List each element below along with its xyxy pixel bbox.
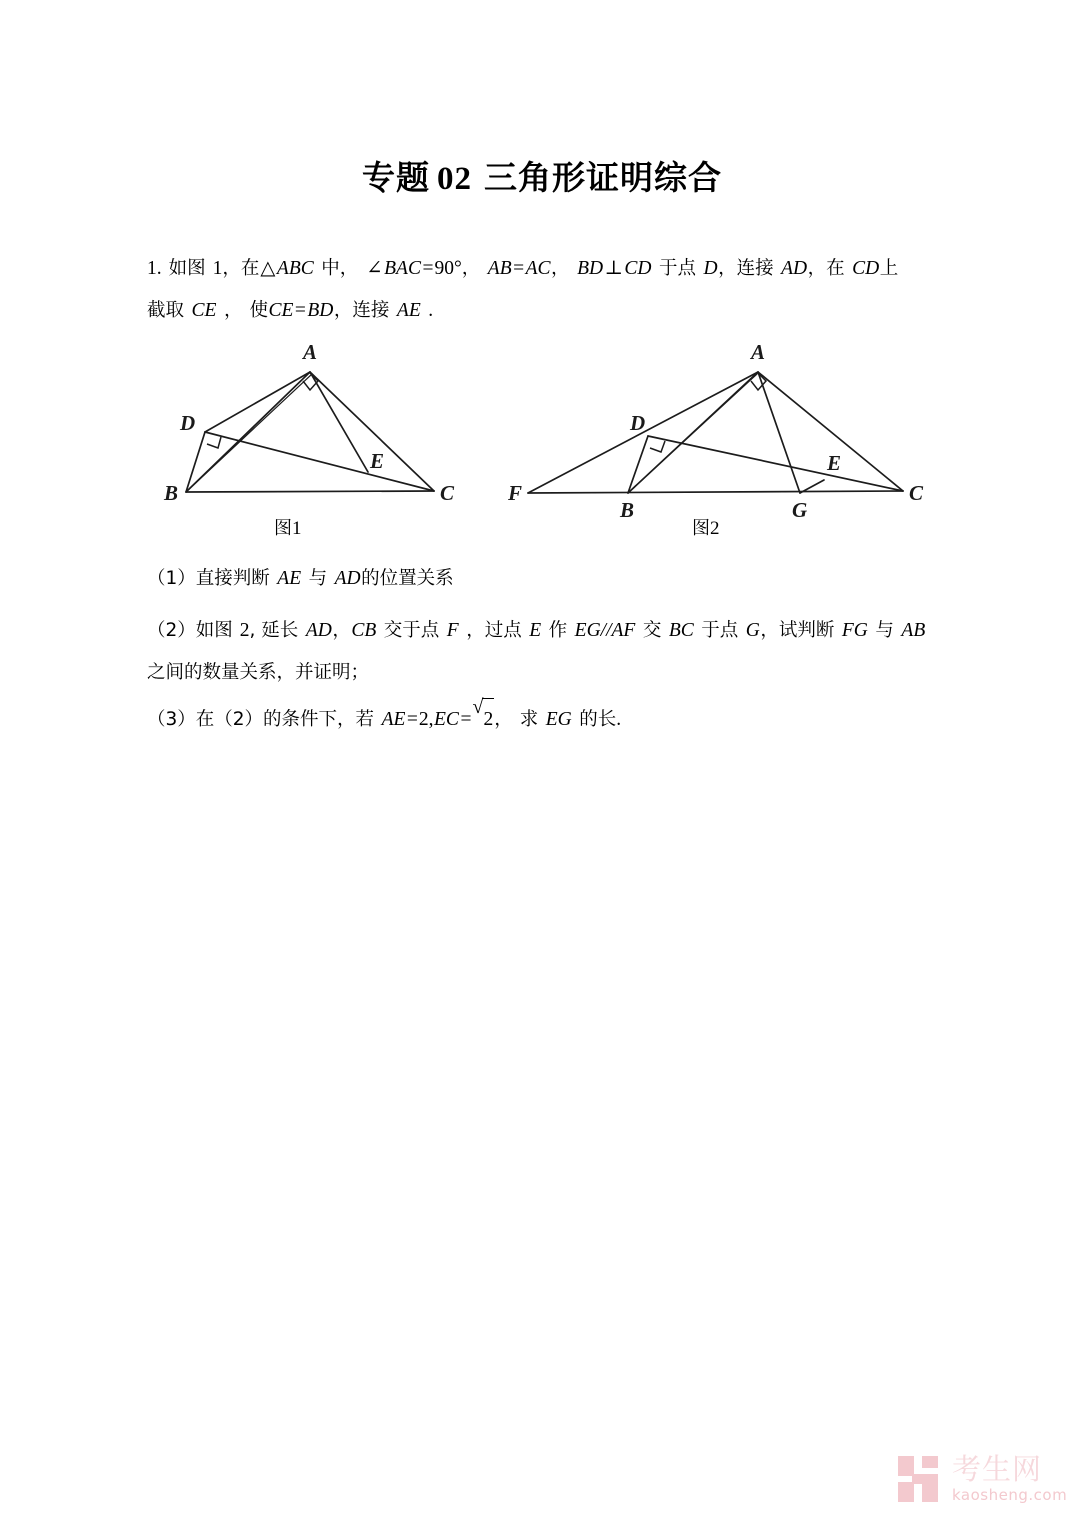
- segment-fc: [528, 491, 903, 493]
- right-angle-mark-d2: [650, 441, 665, 452]
- q2-var-eg-parallel-af: EG//AF: [574, 620, 636, 641]
- point-label-d2: D: [630, 411, 646, 435]
- comma: ，: [333, 300, 353, 321]
- var-ae: AE: [396, 300, 421, 321]
- triangle-symbol: △: [260, 258, 276, 279]
- var-ce-2: CE: [268, 300, 294, 321]
- point-label-c: C: [440, 481, 455, 505]
- point-label-b2: B: [620, 498, 635, 522]
- period: .: [428, 300, 434, 321]
- question-2-label: （2）: [147, 620, 196, 641]
- q1-text-a: 直接判断: [195, 568, 270, 589]
- point-label-d: D: [180, 411, 196, 435]
- text-zai: 在: [240, 258, 260, 279]
- val-90deg: 90°: [434, 258, 462, 279]
- sqrt-expression: [472, 698, 494, 741]
- q2-text-i: 与: [875, 620, 894, 641]
- q2-var-ab: AB: [901, 620, 926, 641]
- q1-var-ae: AE: [277, 568, 302, 589]
- question-2-line-2: [147, 652, 369, 694]
- point-label-c2: C: [909, 481, 924, 505]
- comma: ，: [461, 258, 481, 279]
- perpendicular-symbol: ⊥: [604, 258, 623, 279]
- var-bd: BD: [577, 258, 604, 279]
- title-suffix: 三角形证明综合: [484, 158, 722, 197]
- watermark-logo: [898, 1452, 1068, 1514]
- var-ad: AD: [781, 258, 808, 279]
- title-number: 02: [437, 161, 472, 197]
- comma: ，: [718, 258, 737, 279]
- q3-val-2: 2,: [418, 709, 434, 730]
- question-1-label: （1）: [147, 568, 196, 589]
- q3-text-c: 的长: [579, 709, 617, 730]
- equals-3: =: [294, 300, 306, 321]
- q2-text-h: 试判断: [778, 620, 835, 641]
- point-label-a2: A: [751, 340, 766, 364]
- text-yudian: 于点: [659, 258, 697, 279]
- caption-cn: 图: [274, 518, 292, 539]
- q2-var-f: F: [446, 620, 459, 641]
- q2-var-bc: BC: [668, 620, 694, 641]
- q1-text-c: 的位置关系: [361, 568, 454, 589]
- point-label-g: G: [792, 498, 808, 522]
- q1-text-b: 与: [308, 568, 328, 589]
- text-shi: 使: [249, 300, 268, 321]
- q2-var-ad: AD: [305, 620, 332, 641]
- q3-var-eg: EG: [545, 709, 572, 730]
- var-abc: ABC: [276, 258, 314, 279]
- caption-num: 1: [292, 518, 302, 539]
- q2-text-g: 于点: [701, 620, 739, 641]
- title-prefix: 专题: [362, 158, 430, 197]
- figure-2-caption: [692, 514, 720, 540]
- text-shang: 上: [879, 258, 899, 279]
- q2-text-a: 如图: [195, 620, 233, 641]
- fig-ref-1: 1: [212, 258, 223, 279]
- point-label-e2: E: [827, 451, 842, 475]
- watermark-en: kaosheng.com: [952, 1486, 1068, 1504]
- var-ab: AB: [487, 258, 512, 279]
- var-cd: CD: [624, 258, 652, 279]
- caption-num-2: 2: [710, 518, 720, 539]
- equals-2: =: [513, 258, 525, 279]
- comma: ，: [332, 620, 351, 641]
- comma: ，: [494, 709, 513, 730]
- text-jiequ: 截取: [147, 300, 185, 321]
- q2-text-d: 过点: [484, 620, 522, 641]
- question-1: [147, 558, 454, 600]
- text-lianjie-2: 连接: [352, 300, 390, 321]
- radicand: 2: [482, 698, 494, 741]
- q3-var-ae: AE: [381, 709, 406, 730]
- equals-1: =: [422, 258, 434, 279]
- radical-sign: √: [472, 696, 484, 718]
- question-3: [147, 698, 621, 741]
- var-ce: CE: [191, 300, 217, 321]
- var-d: D: [703, 258, 718, 279]
- comma: ，: [760, 620, 779, 641]
- problem-number: 1.: [147, 258, 162, 279]
- comma: ，: [807, 258, 827, 279]
- q2-text-e: 作: [548, 620, 568, 641]
- equals-a: =: [406, 709, 418, 730]
- angle-symbol: ∠: [366, 258, 383, 279]
- point-label-b: B: [164, 481, 179, 505]
- question-2-line-1: [147, 610, 926, 652]
- var-ac: AC: [525, 258, 551, 279]
- q3-text-b: 求: [519, 709, 539, 730]
- q2-text-c: 交于点: [383, 620, 440, 641]
- q2-var-e: E: [529, 620, 542, 641]
- segment-ae2: [758, 372, 824, 480]
- comma: ，: [222, 258, 241, 279]
- point-label-a: A: [303, 340, 318, 364]
- q2-text-f: 交: [642, 620, 662, 641]
- point-label-f: F: [508, 481, 523, 505]
- var-bac: BAC: [384, 258, 421, 279]
- point-label-e: E: [370, 449, 385, 473]
- var-bd-2: BD: [307, 300, 334, 321]
- q3-var-ec: EC: [434, 709, 459, 730]
- text-ruto: 如图: [168, 258, 206, 279]
- equals-b: =: [460, 709, 472, 730]
- segment-ba-inner2: [628, 374, 757, 493]
- q2-fig-ref: 2: [239, 620, 250, 641]
- watermark-cn: 考生网: [952, 1452, 1043, 1486]
- text-zhong: 中，: [321, 258, 359, 279]
- q1-var-ad: AD: [334, 568, 361, 589]
- q2-text-b: , 延长: [249, 620, 299, 641]
- text-lianjie: 连接: [736, 258, 774, 279]
- question-3-label: （3）: [147, 709, 196, 730]
- caption-cn-2: 图: [692, 518, 710, 539]
- comma: ，: [466, 620, 485, 641]
- q3-text-a: 在（2）的条件下，若: [195, 709, 375, 730]
- watermark-text: [952, 1452, 1068, 1504]
- comma: ，: [223, 300, 243, 321]
- var-cd-2: CD: [852, 258, 880, 279]
- q2-var-g: G: [745, 620, 760, 641]
- comma: ，: [551, 258, 570, 279]
- q2-var-cb: CB: [351, 620, 377, 641]
- q2-line2-text: 之间的数量关系，并证明；: [147, 662, 370, 683]
- period: .: [616, 709, 622, 730]
- text-zai-2: 在: [826, 258, 845, 279]
- brand-mark-icon: [898, 1456, 944, 1502]
- q2-var-fg: FG: [841, 620, 868, 641]
